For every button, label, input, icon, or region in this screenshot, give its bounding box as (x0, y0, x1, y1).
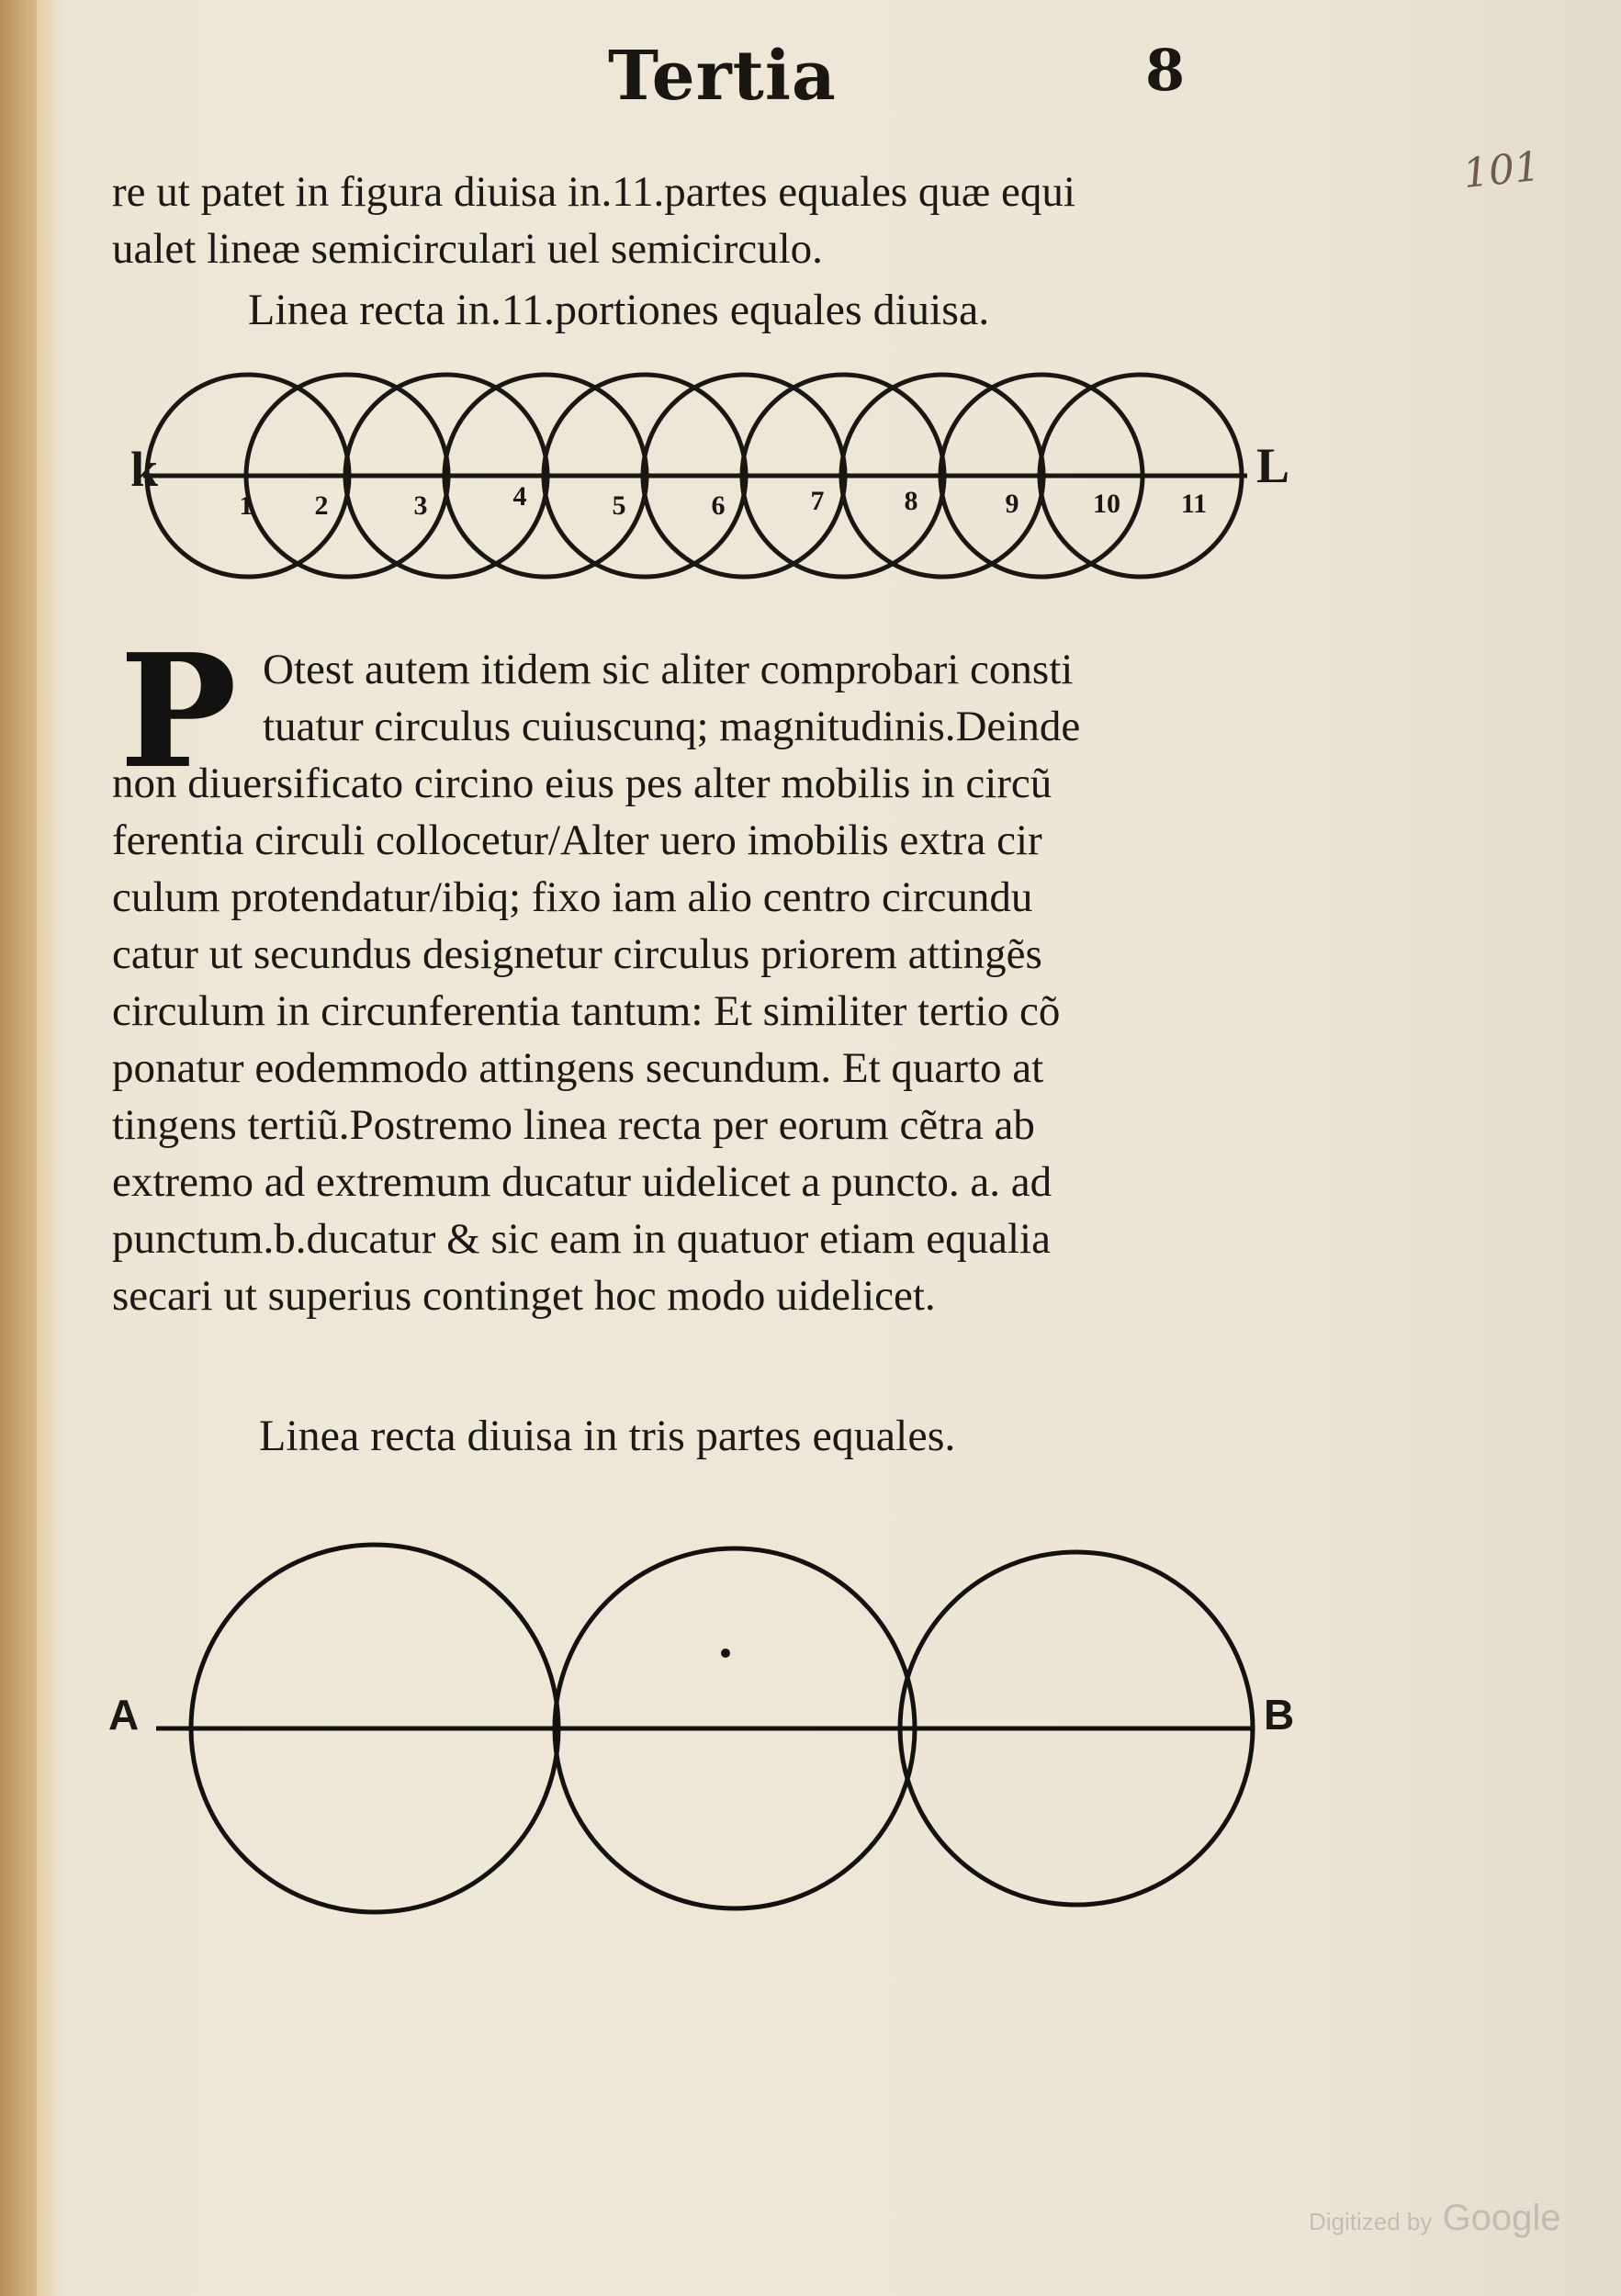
fig1-num-2: 2 (314, 490, 329, 521)
paragraph2-line-11: punctum.b.ducatur & sic eam in quatuor etiam equalia (112, 1215, 1051, 1263)
figure1-right-label: L (1256, 438, 1290, 493)
paragraph2-line-1: Otest autem itidem sic aliter comprobari consti (263, 646, 1074, 693)
paragraph2-line-2: tuatur circulus cuiuscunq; magnitudinis.Deinde (263, 703, 1081, 750)
fig1-num-3: 3 (413, 490, 428, 521)
figure1-caption: Linea recta in.11.portiones equales diuisa. (248, 286, 990, 334)
figure2-three-circles (138, 1534, 1286, 1929)
paragraph2-line-5: culum protendatur/ibiq; fixo iam alio centro circundu (112, 873, 1033, 921)
paragraph2-line-6: catur ut secundus designetur circulus priorem attingẽs (112, 930, 1042, 978)
figure1-left-label: k (130, 442, 159, 497)
paragraph2-line-3: non diuersificato circino eius pes alter mobilis in circũ (112, 760, 1053, 807)
figure2-left-label: A (108, 1691, 140, 1739)
watermark-prefix: Digitized by (1309, 2208, 1433, 2235)
paragraph2-line-10: extremo ad extremum ducatur uidelicet a puncto. a. ad (112, 1158, 1053, 1206)
binding-gutter (0, 0, 37, 2296)
fig2-center-dot (721, 1649, 730, 1658)
paragraph2-line-12: secari ut superius continget hoc modo uidelicet. (112, 1272, 936, 1320)
watermark-brand: Google (1442, 2198, 1561, 2238)
page-number: 8 (1145, 37, 1186, 104)
figure2-right-label: B (1264, 1691, 1295, 1739)
fig1-num-4: 4 (512, 481, 527, 512)
paragraph2-line-7: circulum in circunferentia tantum: Et similiter tertio cõ (112, 987, 1061, 1035)
figure1-eleven-circles (119, 367, 1313, 588)
drop-cap: P (119, 620, 237, 804)
fig1-num-8: 8 (904, 486, 918, 516)
paragraph2-line-8: ponatur eodemmodo attingens secundum. Et quarto at (112, 1044, 1044, 1092)
paragraph2-line-9: tingens tertiũ.Postremo linea recta per eorum cẽtra ab (112, 1101, 1035, 1149)
fig1-num-7: 7 (810, 486, 825, 516)
paragraph1-line-2: ualet lineæ semicirculari uel semicirculo. (112, 225, 823, 273)
fig1-num-10: 10 (1093, 489, 1120, 519)
fig1-num-6: 6 (711, 490, 726, 521)
paragraph1-line-1: re ut patet in figura diuisa in.11.partes equales quæ equi (112, 168, 1075, 216)
handwritten-margin-note: 101 (1460, 142, 1543, 198)
google-digitized-watermark (1309, 2198, 1561, 2239)
fig1-num-5: 5 (612, 490, 626, 521)
fig1-num-11: 11 (1180, 489, 1208, 519)
fig1-num-1: 1 (239, 490, 253, 521)
paragraph2-line-4: ferentia circuli collocetur/Alter uero imobilis extra cir (112, 816, 1042, 864)
fig1-num-9: 9 (1005, 489, 1019, 519)
running-header-title: Tertia (608, 37, 837, 116)
figure2-caption: Linea recta diuisa in tris partes equales. (259, 1412, 956, 1460)
